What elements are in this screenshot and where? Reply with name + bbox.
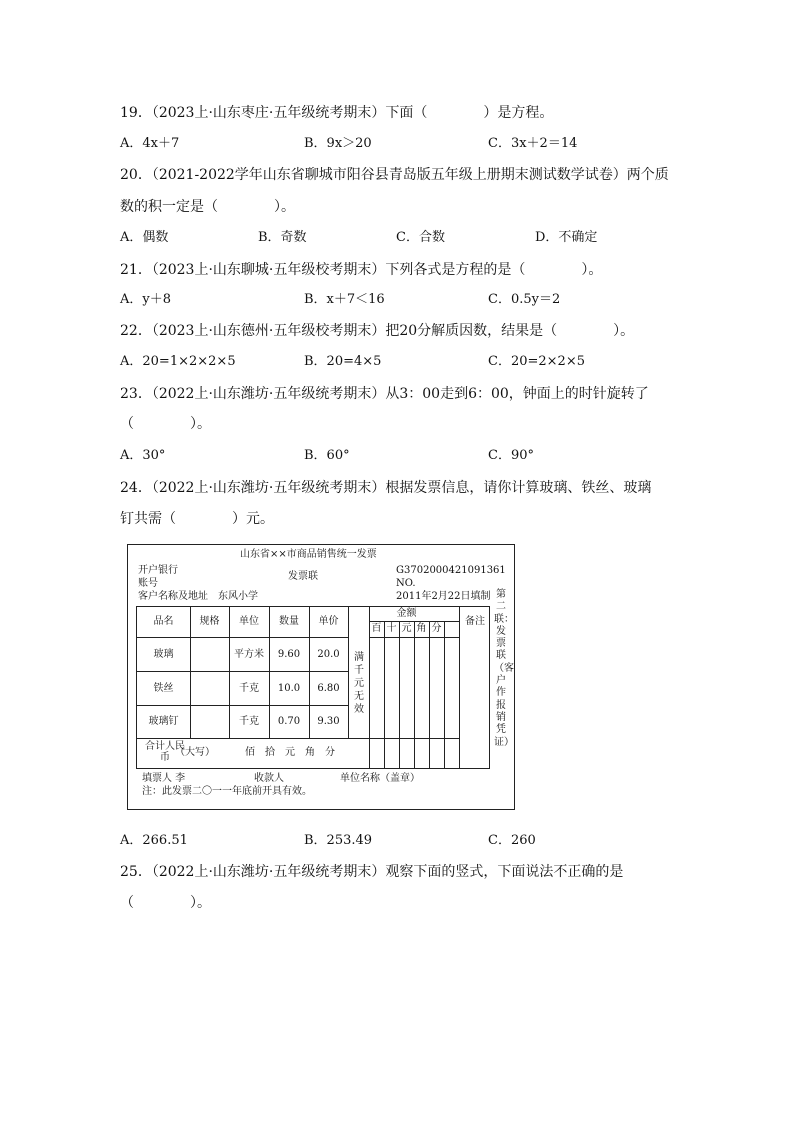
q20-option-d[interactable]: D．不确定: [535, 230, 598, 245]
invoice-title: 山东省××市商品销售统一发票: [240, 549, 377, 560]
question-20-line1: 20．（2021-2022学年山东省聊城市阳谷县青岛版五年级上册期末测试数学试卷）两个质: [120, 167, 669, 183]
row-2-name: 铁丝: [153, 683, 174, 694]
q22-option-a[interactable]: A．20=1×2×2×5: [120, 354, 236, 369]
invoice-payee: 收款人: [254, 773, 284, 784]
amount-col-shi: 十: [386, 623, 397, 634]
q23-option-a[interactable]: A．30°: [120, 448, 166, 463]
q21-option-b[interactable]: B．x＋7＜16: [304, 292, 385, 307]
question-20-line2: 数的积一定是（ ）。: [120, 199, 295, 215]
q20-option-c[interactable]: C．合数: [396, 230, 445, 245]
q22-option-b[interactable]: B．20=4×5: [304, 354, 382, 369]
question-24-line2: 钉共需（ ）元。: [120, 511, 274, 527]
q20-option-b[interactable]: B．奇数: [258, 230, 307, 245]
amount-col-bai: 百: [371, 623, 382, 634]
question-25-line2: （ ）。: [120, 895, 211, 911]
row-3-qty: 0.70: [277, 716, 301, 727]
invoice-date: 2011年2月22日填制: [396, 591, 491, 602]
invoice-unit-name: 单位名称（盖章）: [340, 773, 420, 784]
header-unit: 单位: [239, 616, 259, 627]
remark-label: 备注: [465, 616, 485, 627]
question-19: 19．（2023上·山东枣庄·五年级统考期末）下面（ ）是方程。: [120, 105, 554, 121]
q24-option-b[interactable]: B．253.49: [304, 833, 373, 848]
row-3-name: 玻璃钉: [148, 716, 179, 727]
invoice-copy-label: 发票联: [288, 571, 318, 582]
total-daxie: （大写）: [175, 747, 215, 758]
question-23-line1: 23．（2022上·山东潍坊·五年级统考期末）从3：00走到6：00，钟面上的时针旋转了: [120, 386, 649, 402]
invoice-image: [127, 544, 515, 810]
row-1-qty: 9.60: [277, 649, 301, 660]
q19-option-a[interactable]: A．4x＋7: [120, 136, 180, 151]
invoice-customer: 客户名称及地址 东风小学: [138, 591, 258, 602]
row-3-unit: 千克: [239, 716, 259, 727]
question-21: 21．（2023上·山东聊城·五年级校考期末）下列各式是方程的是（ ）。: [120, 262, 603, 278]
invoice-side-text: 第二联：发票联（客户作报销凭证）: [494, 589, 514, 748]
amount-col-jiao: 角: [416, 623, 427, 634]
row-2-qty: 10.0: [277, 683, 301, 694]
q22-option-c[interactable]: C．20=2×2×5: [488, 354, 585, 369]
q20-option-a[interactable]: A．偶数: [120, 230, 169, 245]
q21-option-a[interactable]: A．y＋8: [120, 292, 172, 307]
question-23-line2: （ ）。: [120, 416, 211, 432]
header-spec: 规格: [199, 616, 220, 627]
row-1-unit: 平方米: [234, 649, 264, 660]
row-3-price: 9.30: [317, 716, 340, 727]
q24-option-c[interactable]: C．260: [488, 833, 536, 848]
total-label: 合计人民币: [145, 741, 185, 763]
question-25-line1: 25．（2022上·山东潍坊·五年级统考期末）观察下面的竖式，下面说法不正确的是: [120, 864, 624, 880]
row-1-price: 20.0: [317, 649, 340, 660]
invoice-table: [136, 606, 490, 769]
q19-option-b[interactable]: B．9x＞20: [304, 136, 372, 151]
row-2-unit: 千克: [239, 683, 259, 694]
header-name: 品名: [153, 616, 174, 627]
q24-option-a[interactable]: A．266.51: [120, 833, 188, 848]
q21-option-c[interactable]: C．0.5y＝2: [488, 292, 561, 307]
question-22: 22．（2023上·山东德州·五年级校考期末）把20分解质因数，结果是（ ）。: [120, 323, 635, 339]
invoice-bank: 开户银行: [138, 565, 178, 576]
invoice-no: NO.: [396, 578, 416, 589]
void-note: 满千元无效: [354, 652, 364, 715]
question-24-line1: 24．（2022上·山东潍坊·五年级统考期末）根据发票信息，请你计算玻璃、铁丝、玻璃: [120, 480, 652, 496]
header-price: 单价: [318, 616, 339, 627]
q23-option-b[interactable]: B．60°: [304, 448, 350, 463]
amount-label: 金额: [396, 608, 417, 619]
invoice-note: 注：此发票二〇一一年底前开具有效。: [142, 786, 312, 797]
amount-col-fen: 分: [431, 623, 442, 634]
q23-option-c[interactable]: C．90°: [488, 448, 534, 463]
row-2-price: 6.80: [317, 683, 340, 694]
invoice-account: 账号: [138, 578, 158, 589]
invoice-filler: 填票人 李: [142, 773, 186, 784]
q19-option-c[interactable]: C．3x＋2＝14: [488, 136, 578, 151]
row-1-name: 玻璃: [153, 649, 174, 660]
invoice-code: G3702000421091361: [396, 565, 506, 576]
header-qty: 数量: [279, 616, 299, 627]
total-units: 佰 拾 元 角 分: [245, 747, 335, 758]
amount-col-yuan: 元: [401, 623, 412, 634]
